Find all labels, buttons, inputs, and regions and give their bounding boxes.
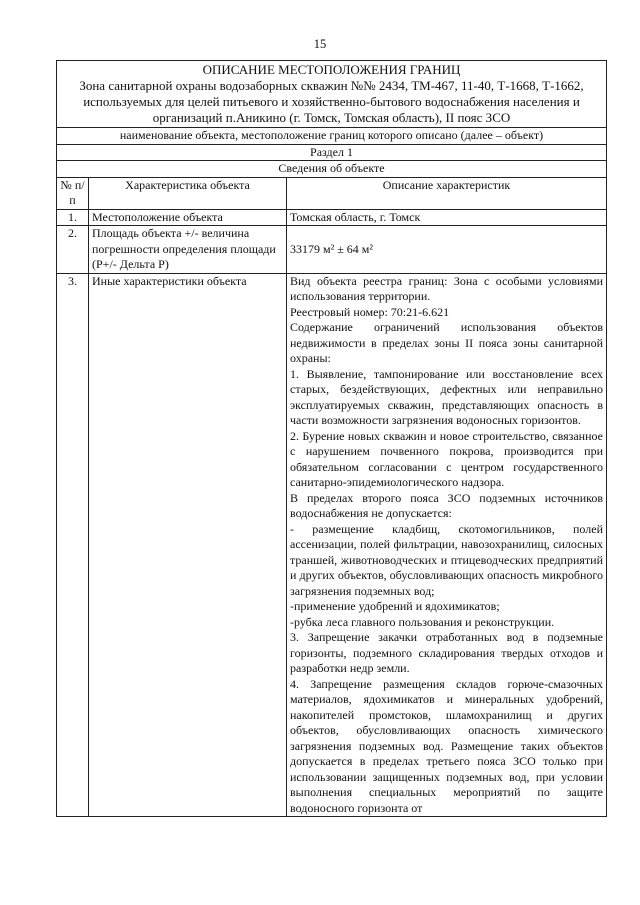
section-label: Раздел 1 xyxy=(57,144,607,161)
description-paragraph: - размещение кладбищ, скотомогильников, полей ассенизации, полей фильтрации, навозохранилищ, силосных траншей, животноводческих и птицеводческих предприятий и других объектов, обусловливающих опасность микробного загрязнения подземных вод; xyxy=(290,521,603,598)
column-header-description: Описание характеристик xyxy=(287,177,607,209)
section-title: Сведения об объекте xyxy=(57,161,607,178)
table-row xyxy=(57,226,607,274)
row-number: 2. xyxy=(57,226,89,274)
document-subtitle: Зона санитарной охраны водозаборных скважин №№ 2434, ТМ-467, 11-40, Т-1668, Т-1662, используемых для целей питьевого и хозяйственно-бытового водоснабжения населения и организаций п.Аникино (г. Томск, Томская область), II пояс ЗСО xyxy=(79,78,584,125)
column-header-number: № п/п xyxy=(57,177,89,209)
column-header-characteristic: Характеристика объекта xyxy=(89,177,287,209)
title-row xyxy=(57,61,607,128)
table-row xyxy=(57,273,607,817)
row-characteristic: Местоположение объекта xyxy=(89,209,287,226)
section-row xyxy=(57,144,607,161)
description-paragraph: В пределах второго пояса ЗСО подземных источников водоснабжения не допускается: xyxy=(290,490,603,520)
description-paragraph: 3. Запрещение закачки отработанных вод в подземные горизонты, подземного складирования твердых отходов и разработки недр земли. xyxy=(290,630,603,675)
page-number: 15 xyxy=(313,37,327,51)
row-description: Томская область, г. Томск xyxy=(287,209,607,226)
document-title: ОПИСАНИЕ МЕСТОПОЛОЖЕНИЯ ГРАНИЦ xyxy=(202,62,461,77)
row-description xyxy=(287,273,607,817)
object-caption-row xyxy=(57,128,607,145)
description-paragraph: -рубка леса главного пользования и реконструкции. xyxy=(290,614,555,629)
description-paragraph: Содержание ограничений использования объектов недвижимости в пределах зоны II пояса зоны санитарной охраны: xyxy=(290,320,603,365)
section-title-row xyxy=(57,161,607,178)
description-paragraph: -применение удобрений и ядохимикатов; xyxy=(290,599,500,613)
row-characteristic: Площадь объекта +/- величина погрешности определения площади (Р+/- Дельта Р) xyxy=(89,226,287,274)
description-paragraph: Вид объекта реестра границ: Зона с особыми условиями использования территории. xyxy=(290,273,603,303)
column-header-row xyxy=(57,177,607,209)
title-cell xyxy=(57,61,607,128)
table-row xyxy=(57,209,607,226)
row-number: 1. xyxy=(57,209,89,226)
row-description: 33179 м² ± 64 м² xyxy=(287,226,607,274)
row-characteristic: Иные характеристики объекта xyxy=(89,273,287,817)
object-description-table xyxy=(56,60,607,817)
description-paragraph: Реестровый номер: 70:21-6.621 xyxy=(290,304,450,319)
row-number: 3. xyxy=(57,273,89,817)
description-paragraph: 1. Выявление, тампонирование или восстановление всех старых, бездействующих, дефектных или неправильно эксплуатируемых скважин, представляющих опасность в части возможности загрязнения водоносных горизонтов. xyxy=(290,366,603,427)
description-paragraph: 4. Запрещение размещения складов горюче-смазочных материалов, ядохимикатов и минеральных удобрений, накопителей промстоков, шламохранилищ и других объектов, обусловливающих опасность химического загрязнения подземных вод. Размещение таких объектов допускается в пределах третьего пояса ЗСО только при использовании защищенных подземных вод, при условии выполнения специальных мероприятий по защите водоносного горизонта от xyxy=(290,676,603,815)
object-caption: наименование объекта, местоположение границ которого описано (далее – объект) xyxy=(57,128,607,145)
description-paragraph: 2. Бурение новых скважин и новое строительство, связанное с нарушением почвенного покрова, производится при обязательном согласовании с центром государственного санитарно-эпидемиологического надзора. xyxy=(290,428,603,489)
